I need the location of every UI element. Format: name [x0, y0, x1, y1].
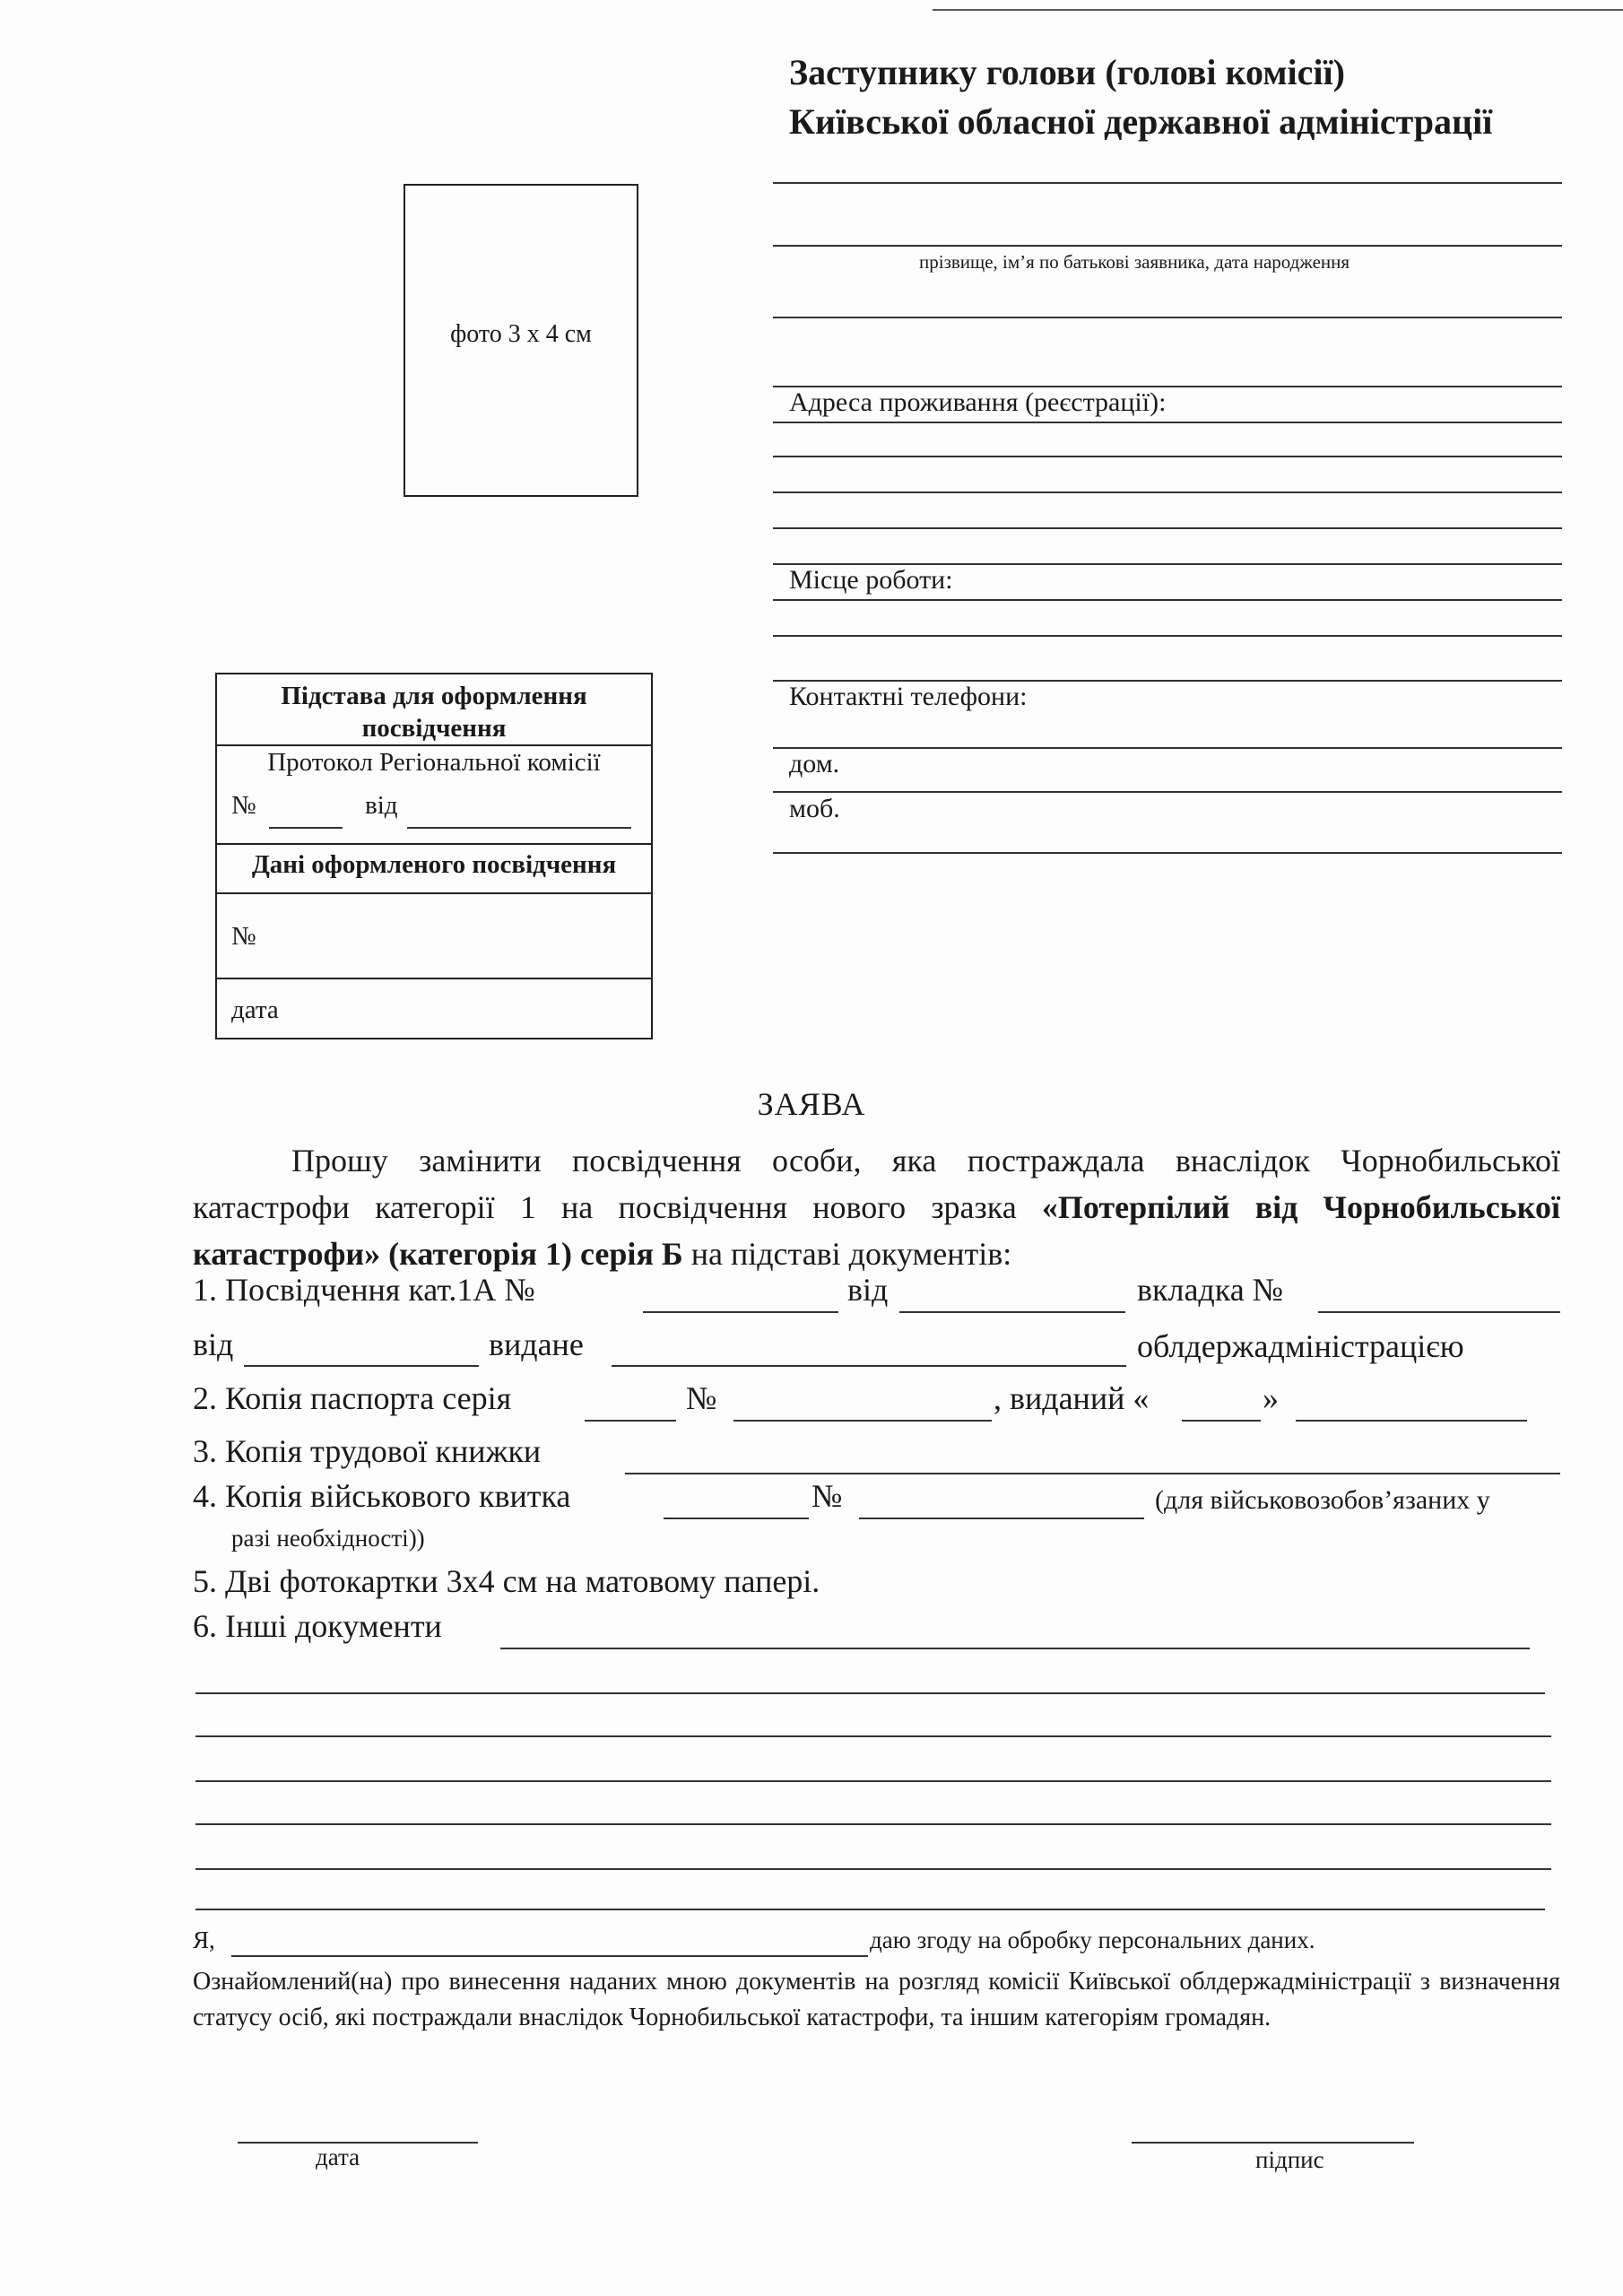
name-caption: прізвище, ім’я по батькові заявника, дата народження — [919, 251, 1350, 273]
intro-text-2: на підставі документів: — [682, 1236, 1012, 1272]
mobile-phone-line[interactable] — [773, 852, 1562, 854]
statement-title: ЗАЯВА — [757, 1086, 866, 1122]
item3-line[interactable] — [625, 1473, 1560, 1474]
consent-agree-text: даю згоду на обробку персональних даних. — [870, 1926, 1315, 1953]
item4-note: (для військовозобов’язаних у — [1155, 1485, 1490, 1515]
intro-text-1: Прошу замінити посвідчення особи, яка постраждала внаслідок Чорнобильської катастрофи категорії 1 на посвідчення нового зразка — [193, 1143, 1560, 1225]
item5-label: 5. Дві фотокартки 3х4 см на матовому папері. — [193, 1563, 820, 1599]
item4-number-line[interactable] — [859, 1518, 1144, 1519]
item1b-issued-label: видане — [489, 1326, 584, 1362]
acknowledgement-text: Ознайомлений(на) про винесення наданих мною документів на розгляд комісії Київської облдержадміністрації з визначення статусу осіб, які постраждали внаслідок Чорнобильської катастрофи, та іншим категоріям громадян. — [193, 1968, 1560, 2031]
item1-number-line[interactable] — [643, 1311, 838, 1313]
photo-box[interactable] — [404, 184, 638, 497]
item2-issued-label: , виданий « — [994, 1380, 1150, 1416]
protocol-label: Протокол Регіональної комісії — [267, 748, 601, 777]
item1-label: 1. Посвідчення кат.1А № — [193, 1272, 535, 1308]
work-line-2[interactable] — [773, 635, 1562, 637]
basis-heading-1: Підстава для оформлення — [281, 682, 587, 710]
work-line-1[interactable] — [773, 599, 1562, 601]
addressee-line-1: Заступнику голови (голові комісії) — [789, 52, 1345, 92]
issued-heading: Дані оформленого посвідчення — [251, 850, 617, 879]
address-line-1[interactable] — [773, 422, 1562, 423]
address-line-4[interactable] — [773, 527, 1562, 529]
name-line-3[interactable] — [773, 317, 1562, 318]
item2-number-label: № — [686, 1380, 717, 1416]
item1b-from-label: від — [193, 1326, 234, 1362]
item6-label: 6. Інші документи — [193, 1608, 442, 1644]
protocol-number-label: № — [231, 791, 256, 820]
table-divider — [217, 978, 651, 979]
item1-date-line[interactable] — [899, 1311, 1125, 1313]
consent-i-prefix: Я, — [193, 1926, 215, 1953]
item6-line[interactable] — [500, 1648, 1530, 1649]
item4-note-continued: разі необхідності)) — [231, 1525, 425, 1552]
phones-line[interactable] — [773, 747, 1562, 749]
address-line-3[interactable] — [773, 491, 1562, 493]
protocol-number-line[interactable] — [269, 827, 343, 829]
signature-caption: підпис — [1255, 2146, 1324, 2173]
basis-heading-2: посвідчення — [361, 714, 507, 743]
consent-name-line[interactable] — [231, 1955, 868, 1957]
table-divider — [217, 843, 651, 845]
intro-bold-text: «Потерпілий від Чорнобильської катастрофи» (категорія 1) серія Б — [193, 1189, 1560, 1272]
statement-intro — [193, 1137, 1560, 1277]
table-divider — [217, 744, 651, 746]
item2-label: 2. Копія паспорта серія — [193, 1380, 512, 1416]
addressee-line-2: Київської обласної державної адміністрації — [789, 101, 1493, 142]
item2-day-line[interactable] — [1182, 1420, 1261, 1422]
mobile-phone-label: моб. — [789, 794, 840, 823]
date-caption: дата — [316, 2144, 360, 2170]
issued-date-label: дата — [231, 996, 279, 1024]
protocol-date-line[interactable] — [407, 827, 631, 829]
name-line-2[interactable] — [773, 245, 1562, 247]
signature-line[interactable] — [1132, 2142, 1414, 2144]
item2-date-line[interactable] — [1296, 1420, 1527, 1422]
item1b-date-line[interactable] — [244, 1365, 479, 1367]
name-line-1[interactable] — [773, 182, 1562, 184]
page-top-edge — [933, 9, 1623, 11]
address-line-2[interactable] — [773, 456, 1562, 457]
other-documents-line-3[interactable] — [195, 1780, 1551, 1782]
item2-close-quote: » — [1263, 1380, 1279, 1416]
work-label: Місце роботи: — [789, 565, 953, 595]
photo-box-label: фото 3 х 4 см — [450, 320, 592, 348]
item1b-admin-label: облдержадміністрацією — [1137, 1328, 1464, 1364]
protocol-from-label: від — [365, 791, 398, 820]
issued-number-label: № — [231, 922, 256, 951]
address-label: Адреса проживання (реєстрації): — [789, 387, 1167, 417]
item4-label: 4. Копія військового квитка — [193, 1478, 571, 1514]
home-phone-line[interactable] — [773, 791, 1562, 793]
other-documents-line-4[interactable] — [195, 1823, 1551, 1825]
table-divider — [217, 892, 651, 894]
item1-from-label: від — [847, 1272, 889, 1308]
item1-insert-line[interactable] — [1318, 1311, 1560, 1313]
home-phone-label: дом. — [789, 749, 840, 778]
phones-label: Контактні телефони: — [789, 682, 1028, 711]
item2-series-line[interactable] — [585, 1420, 676, 1422]
other-documents-line-6[interactable] — [195, 1909, 1545, 1910]
other-documents-line-2[interactable] — [195, 1735, 1551, 1737]
other-documents-line-5[interactable] — [195, 1868, 1551, 1870]
item4-series-line[interactable] — [664, 1518, 809, 1519]
other-documents-line-1[interactable] — [195, 1692, 1545, 1694]
item4-number-label: № — [812, 1478, 843, 1514]
item2-number-line[interactable] — [733, 1420, 992, 1422]
basis-table — [215, 673, 653, 1039]
item1-insert-label: вкладка № — [1137, 1272, 1284, 1308]
item3-label: 3. Копія трудової книжки — [193, 1433, 542, 1469]
item1b-issuer-line[interactable] — [612, 1365, 1126, 1367]
